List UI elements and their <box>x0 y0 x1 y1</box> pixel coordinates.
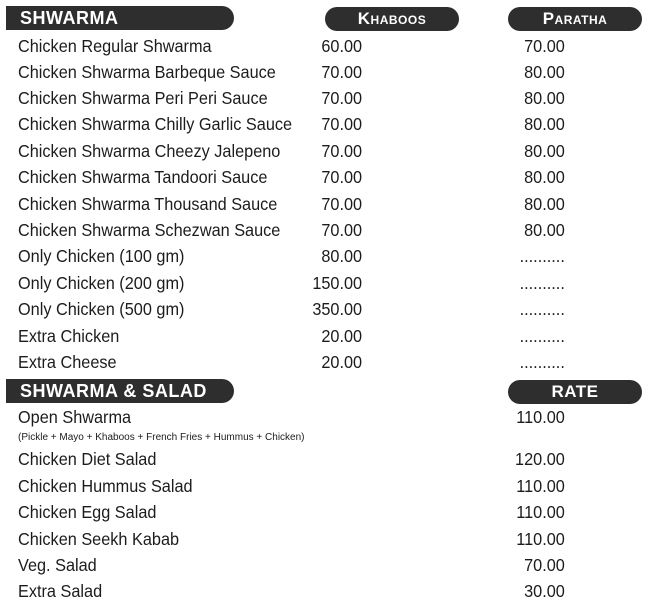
khaboos-price: 70.00 <box>321 194 363 214</box>
shwarma-section-header: SHWARMA <box>6 6 234 30</box>
rate-price: 110.00 <box>516 476 565 496</box>
khaboos-price: 70.00 <box>321 141 363 161</box>
khaboos-price: 70.00 <box>321 220 363 240</box>
rate-column-header: RATE <box>508 380 642 404</box>
menu-row <box>18 191 587 217</box>
menu-row <box>18 296 587 322</box>
item-name: Chicken Shwarma Barbeque Sauce <box>18 62 276 82</box>
khaboos-price: 70.00 <box>321 167 363 187</box>
khaboos-price: 80.00 <box>321 246 363 266</box>
menu-row <box>18 499 587 525</box>
item-name: Chicken Regular Shwarma <box>18 36 212 56</box>
paratha-price: .......... <box>519 326 565 346</box>
paratha-price: .......... <box>519 246 565 266</box>
rate-price: 110.00 <box>516 407 565 427</box>
menu-row <box>18 446 587 472</box>
menu-row <box>18 59 587 85</box>
open-shwarma-note: (Pickle + Mayo + Khaboos + French Fries + Hummus + Chicken) <box>18 432 305 443</box>
paratha-price: 80.00 <box>524 141 565 161</box>
menu-row <box>18 526 587 552</box>
menu-row <box>18 138 587 164</box>
item-name: Extra Salad <box>18 581 103 601</box>
item-name: Chicken Diet Salad <box>18 449 157 469</box>
item-name: Chicken Shwarma Schezwan Sauce <box>18 220 281 240</box>
shwarma-salad-section-header: SHWARMA & SALAD <box>6 379 234 403</box>
item-name: Chicken Seekh Kabab <box>18 529 180 549</box>
khaboos-price: 60.00 <box>321 36 363 56</box>
item-name: Chicken Egg Salad <box>18 502 157 522</box>
paratha-price: 80.00 <box>524 167 565 187</box>
khaboos-price: 70.00 <box>321 62 363 82</box>
khaboos-price: 20.00 <box>321 326 363 346</box>
paratha-price: 80.00 <box>524 88 565 108</box>
menu-row <box>18 473 587 499</box>
item-name: Only Chicken (200 gm) <box>18 273 185 293</box>
paratha-price: 80.00 <box>524 220 565 240</box>
khaboos-price: 350.00 <box>312 299 363 319</box>
khaboos-price: 70.00 <box>321 88 363 108</box>
menu-row <box>18 349 587 375</box>
menu-row <box>18 552 587 578</box>
item-name: Chicken Hummus Salad <box>18 476 193 496</box>
rate-price: 70.00 <box>524 555 565 575</box>
paratha-price: 70.00 <box>524 36 565 56</box>
rate-price: 120.00 <box>515 449 565 469</box>
menu-row <box>18 85 587 111</box>
item-name: Extra Chicken <box>18 326 120 346</box>
menu-row <box>18 578 587 604</box>
khaboos-price: 150.00 <box>312 273 363 293</box>
item-name: Chicken Shwarma Peri Peri Sauce <box>18 88 268 108</box>
paratha-price: 80.00 <box>524 62 565 82</box>
item-name: Veg. Salad <box>18 555 97 575</box>
menu-row <box>18 33 587 59</box>
item-name: Chicken Shwarma Thousand Sauce <box>18 194 278 214</box>
paratha-column-header: Paratha <box>508 7 642 31</box>
rate-price: 110.00 <box>516 502 565 522</box>
menu-row <box>18 111 587 137</box>
item-name: Extra Cheese <box>18 352 117 372</box>
item-name: Only Chicken (500 gm) <box>18 299 185 319</box>
menu-row <box>18 164 587 190</box>
menu-row <box>18 217 587 243</box>
item-name: Chicken Shwarma Chilly Garlic Sauce <box>18 114 293 134</box>
item-name: Chicken Shwarma Tandoori Sauce <box>18 167 268 187</box>
item-name: Open Shwarma <box>18 407 132 427</box>
khaboos-price: 70.00 <box>321 114 363 134</box>
item-name: Chicken Shwarma Cheezy Jalepeno <box>18 141 281 161</box>
paratha-price: .......... <box>519 273 565 293</box>
item-name: Only Chicken (100 gm) <box>18 246 185 266</box>
khaboos-column-header: Khaboos <box>325 7 459 31</box>
rate-price: 30.00 <box>524 581 565 601</box>
paratha-price: .......... <box>519 299 565 319</box>
khaboos-price: 20.00 <box>321 352 363 372</box>
menu-row <box>18 270 587 296</box>
menu-row <box>18 404 587 430</box>
paratha-price: 80.00 <box>524 194 565 214</box>
menu-row <box>18 243 587 269</box>
menu-row <box>18 323 587 349</box>
paratha-price: .......... <box>519 352 565 372</box>
rate-price: 110.00 <box>516 529 565 549</box>
paratha-price: 80.00 <box>524 114 565 134</box>
